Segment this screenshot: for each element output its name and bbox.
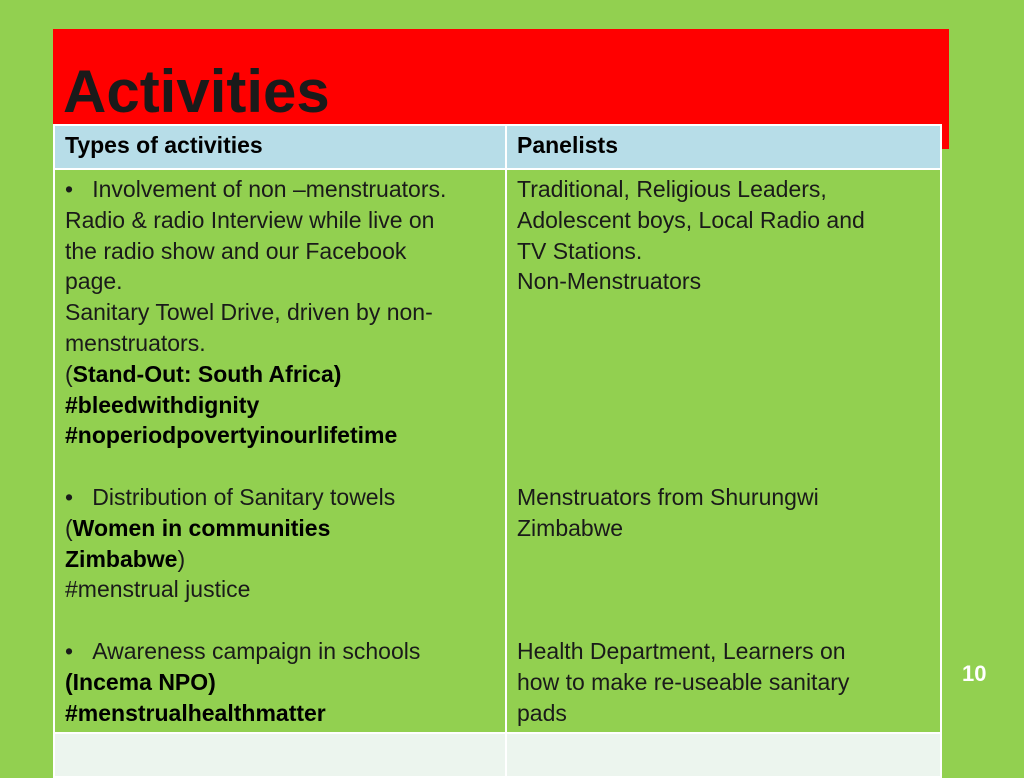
activity-description: page.	[65, 268, 123, 295]
activity-description: the radio show and our Facebook	[65, 237, 407, 264]
activity-heading: • Distribution of Sanitary towels	[65, 483, 396, 510]
slide-title: Activities	[63, 58, 330, 125]
empty-cell	[54, 733, 506, 777]
activity-organization: (Stand-Out: South Africa)	[65, 360, 342, 387]
activities-cell	[54, 169, 506, 733]
panelist-line: Non-Menstruators	[517, 268, 702, 295]
panelist-line: Traditional, Religious Leaders,	[517, 176, 827, 202]
table-header-row	[54, 125, 941, 169]
table-row	[54, 169, 941, 733]
activity-heading: • Involvement of non –menstruators.	[65, 176, 447, 202]
header-panelists: Panelists	[506, 125, 941, 169]
activity-organization: Zimbabwe)	[65, 545, 186, 572]
header-types-of-activities: Types of activities	[54, 125, 506, 169]
activity-description: menstruators.	[65, 329, 206, 356]
activity-organization: (Incema NPO)	[65, 668, 216, 695]
panelists-cell	[506, 169, 941, 733]
panelist-line: Menstruators from Shurungwi	[517, 483, 819, 510]
panelist-line: Health Department, Learners on	[517, 637, 846, 664]
panelist-line: Zimbabwe	[517, 514, 624, 541]
panelist-line: Adolescent boys, Local Radio and	[517, 206, 865, 233]
panelist-line: how to make re-useable sanitary	[517, 668, 850, 695]
empty-cell	[506, 733, 941, 777]
activities-table	[53, 124, 942, 778]
activity-description: Sanitary Towel Drive, driven by non-	[65, 299, 433, 326]
panelist-line: pads	[517, 699, 567, 726]
table-row	[54, 733, 941, 777]
activity-hashtag: #noperiodpovertyinourlifetime	[65, 422, 398, 449]
page-number: 10	[962, 661, 987, 686]
activity-organization: (Women in communities	[65, 514, 331, 541]
panelist-line: TV Stations.	[517, 237, 643, 264]
activity-hashtag: #bleedwithdignity	[65, 391, 260, 418]
activity-heading: • Awareness campaign in schools	[65, 637, 421, 664]
activity-hashtag: #menstrualhealthmatter	[65, 699, 326, 726]
activity-hashtag: #menstrual justice	[65, 576, 251, 603]
activity-description: Radio & radio Interview while live on	[65, 206, 435, 233]
